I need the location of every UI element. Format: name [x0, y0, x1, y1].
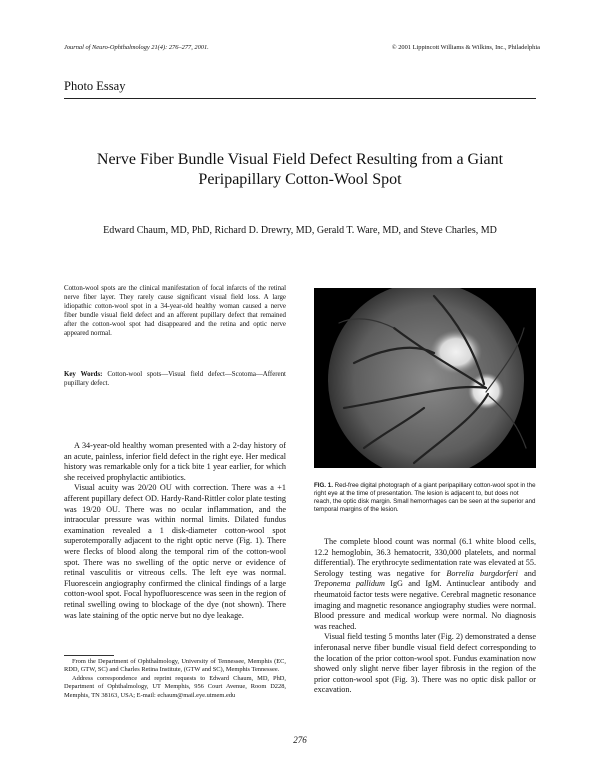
affiliation-footnote: From the Department of Ophthalmology, University of Tennessee, Memphis (EC, RDD, GTW, SC) and Charles Retina Institute, (GTW and SC), Memphis Tennessee.	[64, 658, 286, 674]
figure-caption	[314, 482, 536, 514]
page-number: 276	[293, 735, 307, 745]
footnotes	[64, 658, 286, 700]
body-paragraph	[314, 537, 536, 632]
correspondence-footnote: Address correspondence and reprint requests to Edward Chaum, MD, PhD, Department of Ophthalmology, UT Memphis, 956 Court Avenue, Room D228, Memphis, TN 38163, USA; E-mail: echaum@mail.eye.utmem.edu	[64, 674, 286, 699]
copyright-notice: © 2001 Lippincott Williams & Wilkins, Inc., Philadelphia	[391, 44, 540, 51]
footnote-rule	[64, 655, 114, 656]
fundus-image	[314, 288, 536, 468]
body-right-column	[314, 537, 536, 696]
organism-name: Treponema pallidum	[314, 579, 385, 589]
section-rule	[64, 98, 536, 99]
caption-text: Red-free digital photograph of a giant peripapillary cotton-wool spot in the right eye at the time of presentation. The lesion is adjacent to, but does not reach, the optic disk margin. Small hemorrhages can be seen at the superior and temporal margins of the lesion.	[314, 482, 536, 513]
keywords	[64, 370, 286, 388]
body-paragraph: Visual acuity was 20/20 OU with correction. There was a +1 afferent pupillary defect OD. Hardy-Rand-Rittler color plate testing was 19/20 OU. There was no ocular inflammation, and the intraocular pressure was within normal limits. Dilated fundus examination revealed a 1 disk-diameter cotton-wool spot superotemporally adjacent to the right optic nerve (Fig. 1). There were flecks of blood along the temporal rim of the cotton-wool spot. There was no swelling of the optic nerve or evidence of retinal vasculitis or vitreous cells. The left eye was normal. Fluorescein angiography confirmed the clinical findings of a large cotton-wool spot. Focal hypofluorescence was seen in the region of retinal swelling owing to blockage of the dye (not shown). There was late staining of the optic nerve but no dye leakage.	[64, 483, 286, 620]
keywords-label: Key Words:	[64, 371, 103, 378]
text-run: IgG and IgM. Antinuclear antibody and rheumatoid factor tests were negative. Cerebral magnetic resonance imaging and magnetic resonance angiography studies were normal. Blood pressure and medical workup were normal. No diagnosis was reached.	[314, 579, 536, 631]
abstract: Cotton-wool spots are the clinical manifestation of focal infarcts of the retinal nerve fiber layer. They rarely cause significant visual field loss. A large idiopathic cotton-wool spot in a 34-year-old healthy woman caused a nerve fiber bundle visual field defect and an afferent pupillary defect that remained after the cotton-wool spot had disappeared and the retina and optic nerve appeared normal.	[64, 285, 286, 338]
section-label: Photo Essay	[64, 79, 126, 93]
article-title	[40, 150, 560, 190]
organism-name: Borrelia burgdorferi	[446, 568, 518, 578]
caption-label: FIG. 1.	[314, 482, 333, 489]
text-run: and	[517, 568, 536, 578]
title-line-1: Nerve Fiber Bundle Visual Field Defect Resulting from a Giant	[96, 151, 504, 168]
fundus-photograph	[314, 288, 536, 468]
text-run: The complete blood count was normal (6.1 white blood cells, 12.2 hemoglobin, 36.3 hematocrit, 330,000 platelets, and normal differential). The erythrocyte sedimentation rate was elevated at 55. Serology testing was negative for	[314, 537, 536, 578]
author-list: Edward Chaum, MD, PhD, Richard D. Drewry, MD, Gerald T. Ware, MD, and Steve Charles, MD	[103, 225, 497, 236]
body-left-column	[64, 441, 286, 621]
keywords-text: Cotton-wool spots—Visual field defect—Scotoma—Afferent pupillary defect.	[64, 371, 286, 388]
journal-citation: Journal of Neuro-Ophthalmology 21(4): 276–277, 2001.	[64, 44, 209, 51]
title-line-2: Peripapillary Cotton-Wool Spot	[198, 171, 402, 188]
body-paragraph: Visual field testing 5 months later (Fig. 2) demonstrated a dense inferonasal nerve fiber bundle visual field defect corresponding to the location of the prior cotton-wool spot. Fundus examination now showed only slight nerve fiber layer fibrosis in the region of the prior cotton-wool spot (Fig. 3). There was no optic disk pallor or excavation.	[314, 632, 536, 695]
body-paragraph: A 34-year-old healthy woman presented with a 2-day history of an acute, painless, inferior field defect in the right eye. Her medical history was remarkable only for a tick bite 1 year earlier, for which she received prophylactic antibiotics.	[64, 441, 286, 482]
